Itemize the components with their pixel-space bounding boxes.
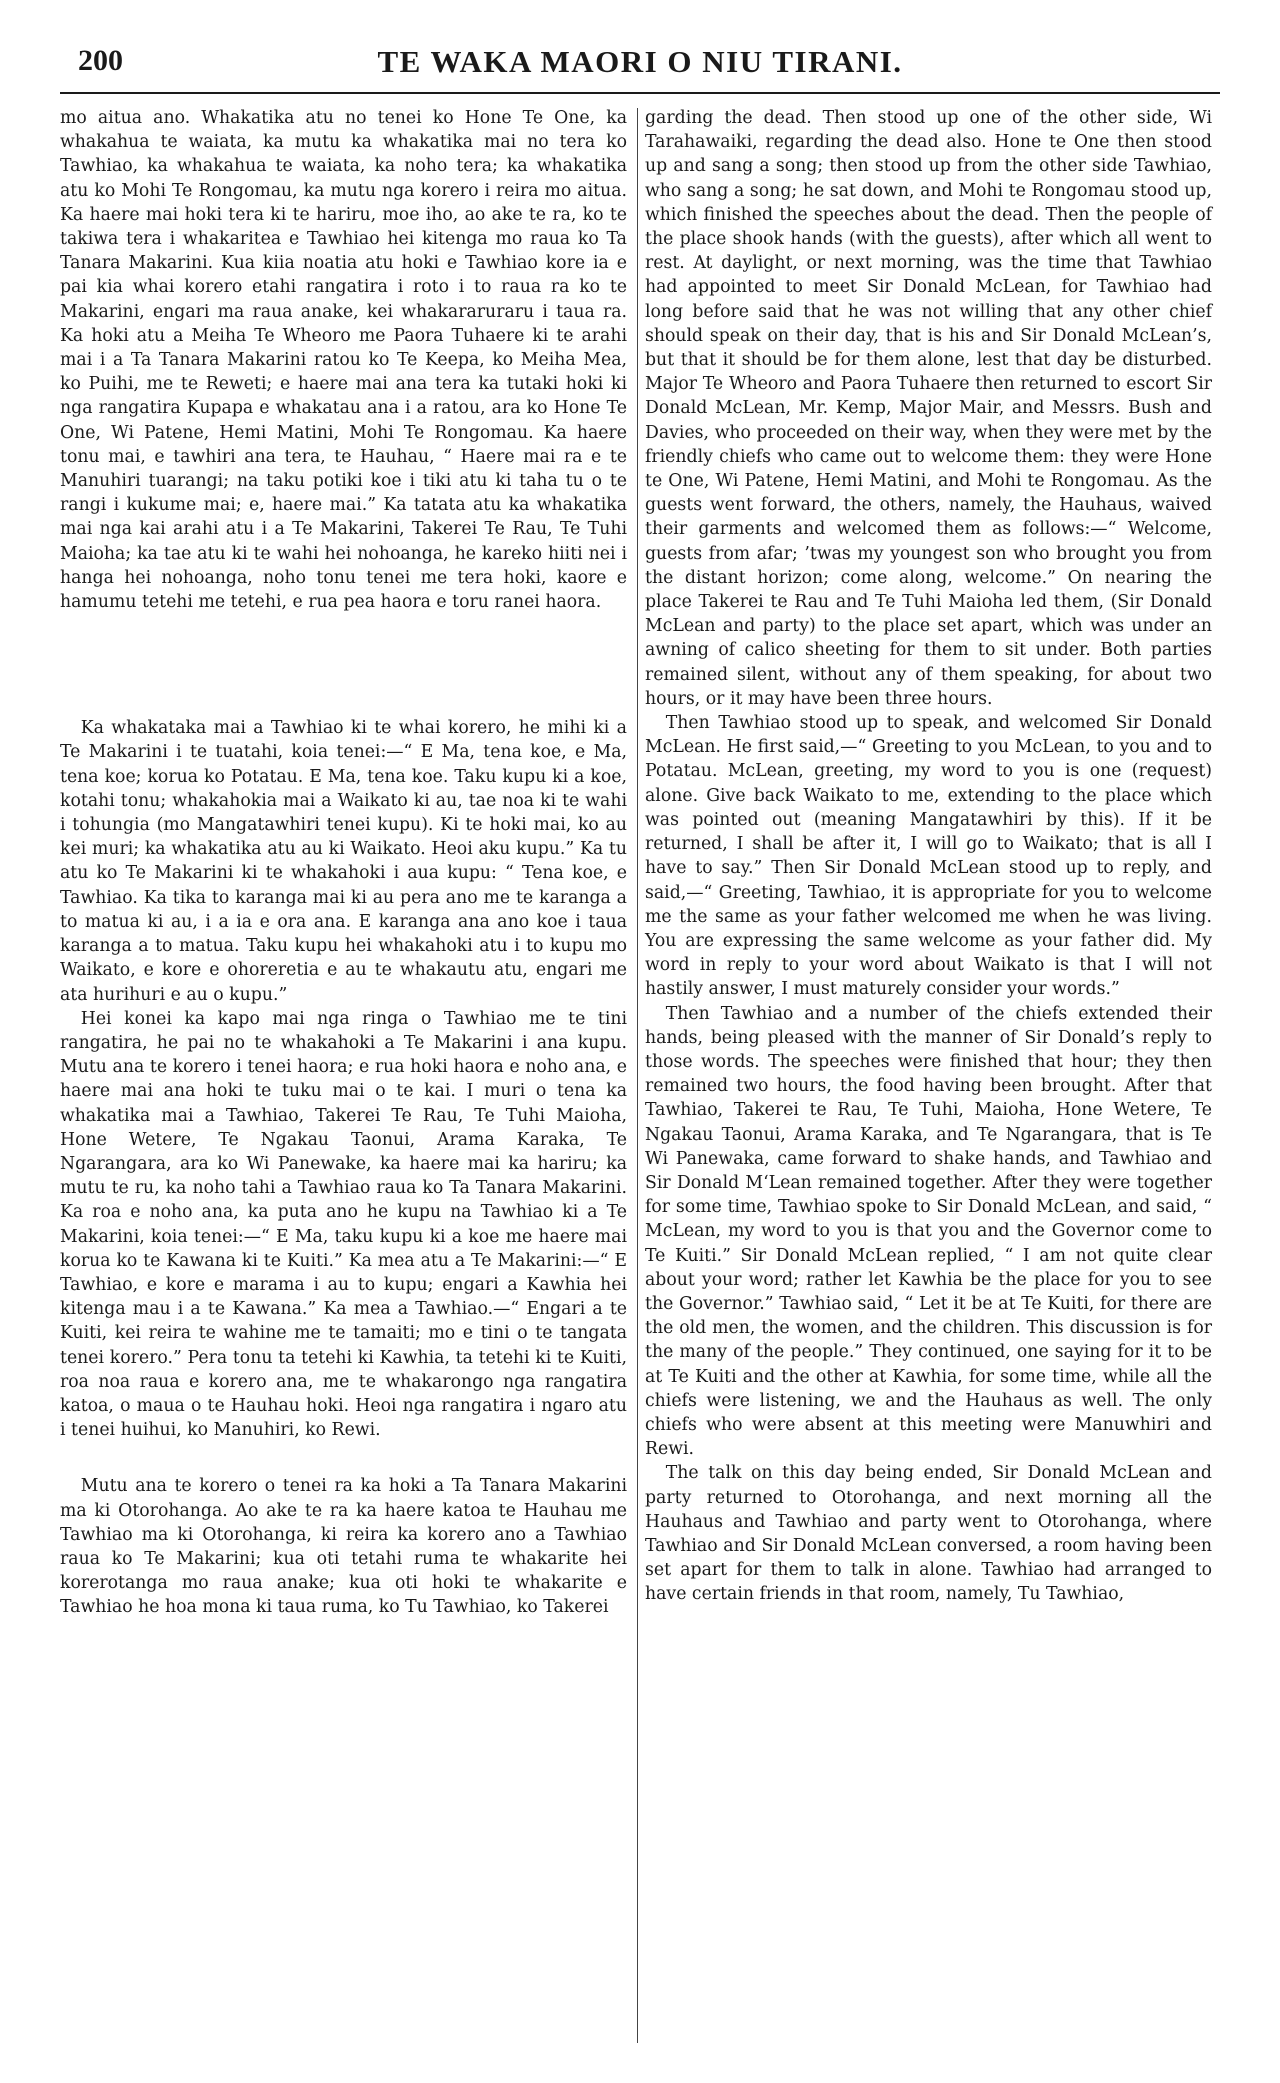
maori-paragraph: Ka whakataka mai a Tawhiao ki te whai korero, he mihi ki a Te Makarini i te tuatahi, koia tenei:—“ E Ma, tena koe, e Ma, tena koe; korua ko Potatau. E Ma, tena koe. Taku kupu ki a koe, kotahi tonu; whakahokia mai a Waikato ki au, tae noa ki te wahi i tohungia (mo Mangatawhiri tenei kupu). Ki te hoki mai, ko au kei muri; ka whakatika atu au ki Waikato. Heoi aku kupu.” Ka tu atu ko Te Makarini ki te whakahoki i aua kupu: “ Tena koe, e Tawhiao. Ka tika to karanga mai ki au pera ano me te karanga a to matua ki au, i a ia e ora ana. E karanga ana ano koe i taua karanga a to matua. Taku kupu hei whakahoki atu i to kupu mo Waikato, e kore e ohoreretia e au te whakautu atu, engari me ata hurihuri e au o kupu.”: [60, 718, 627, 1005]
english-paragraph: The talk on this day being ended, Sir Donald McLean and party returned to Otorohanga, and next morning all the Hauhaus and Tawhiao and party went to Otorohanga, where Tawhiao and Sir Donald McLean conversed, a room having been set apart for them to talk in alone. Tawhiao had arranged to have certain friends in that room, namely, Tu Tawhiao,: [645, 1463, 1212, 1605]
column-gap: [60, 1442, 627, 1474]
page-header: [60, 44, 1220, 94]
maori-paragraph: Hei konei ka kapo mai nga ringa o Tawhiao me te tini rangatira, he pai no te whakahoki a Te Makarini i ana kupu. Mutu ana te korero i tenei haora; e rua hoki haora e noho ana, e haere mai ana hoki te tuku mai o te kai. I muri o tena ka whakatika mai a Tawhiao, Takerei Te Rau, Te Tuhi Maioha, Hone Wetere, Te Ngakau Taonui, Arama Karaka, Te Ngarangara, ara ko Wi Panewake, ka haere mai ka hariru; ka mutu te ru, ka noho tahi a Tawhiao raua ko Ta Tanara Makarini. Ka roa e noho ana, ka puta ano he kupu na Tawhiao ki a Te Makarini, koia tenei:—“ E Ma, taku kupu ki a koe me haere mai korua ko te Kawana ki te Kuiti.” Ka mea atu a Te Makarini:—“ E Tawhiao, e kore e marama i au to kupu; engari a Kawhia hei kitenga mau i a te Kawana.” Ka mea a Tawhiao.—“ Engari a te Kuiti, kei reira te wahine me te tamaiti; mo e tini o te tangata tenei korero.” Pera tonu ta tetehi ki Kawhia, ta tetehi ki te Kuiti, roa noa raua e korero ana, me te whakarongo nga rangatira katoa, o maua o te Hauhau hoki. Heoi nga rangatira i ngaro atu i tenei huihui, ko Manuhiri, ko Rewi.: [60, 1008, 627, 1441]
column-gap: [60, 614, 627, 716]
running-title: TE WAKA MAORI O NIU TIRANI.: [377, 44, 903, 79]
column-divider: [637, 108, 638, 2043]
english-text-column: [645, 106, 1212, 1607]
english-paragraph: Then Tawhiao and a number of the chiefs extended their hands, being pleased with the manner of Sir Donald’s reply to those words. The speeches were finished that hour; they then remained two hours, the food having been brought. After that Tawhiao, Takerei te Rau, Te Tuhi, Maioha, Hone Wetere, Te Ngakau Taonui, Arama Karaka, and Te Ngarangara, that is Te Wi Panewaka, came forward to shake hands, and Tawhiao and Sir Donald M‘Lean remained together. After they were together for some time, Tawhiao spoke to Sir Donald McLean, and said, “ McLean, my word to you is that you and the Governor come to Te Kuiti.” Sir Donald McLean replied, “ I am not quite clear about your word; rather let Kawhia be the place for you to see the Governor.” Tawhiao said, “ Let it be at Te Kuiti, for there are the old men, the women, and the children. This discussion is for the many of the people.” They continued, one saying for it to be at Te Kuiti and the other at Kawhia, for some time, while all the chiefs were listening, we and the Hauhaus as well. The only chiefs who were absent at this meeting were Manuwhiri and Rewi.: [645, 1003, 1212, 1460]
english-paragraph: Then Tawhiao stood up to speak, and welcomed Sir Donald McLean. He first said,—“ Greeting to you McLean, to you and to Potatau. McLean, greeting, my word to you is one (request) alone. Give back Waikato to me, extending to the place which was pointed out (meaning Mangatawhiri by this). If it be returned, I shall be after it, I will go to Waikato; that is all I have to say.” Then Sir Donald McLean stood up to reply, and said,—“ Greeting, Tawhiao, it is appropriate for you to welcome me the same as your father welcomed me when he was living. You are expressing the same welcome as your father did. My word in reply to your word about Waikato is that I will not hastily answer, I must maturely consider your words.”: [645, 713, 1212, 1000]
page-number: 200: [78, 44, 123, 77]
maori-paragraph: Mutu ana te korero o tenei ra ka hoki a Ta Tanara Makarini ma ki Otorohanga. Ao ake te ra ka haere katoa te Hauhau me Tawhiao ma ki Otorohanga, ki reira ka korero ano a Tawhiao raua ko Te Makarini; kua oti tetahi ruma te whakarite hei korerotanga mo raua anake; kua oti hoki te whakarite e Tawhiao he hoa mona ki taua ruma, ko Tu Tawhiao, ko Takerei: [60, 1476, 627, 1618]
maori-paragraph: mo aitua ano. Whakatika atu no tenei ko Hone Te One, ka whakahua te waiata, ka mutu ka whakatika mai no tera ko Tawhiao, ka whakahua te waiata, ka noho tera; ka whakatika atu ko Mohi Te Rongomau, ka mutu nga korero i reira mo aitua. Ka haere mai hoki tera ki te hariru, moe iho, ao ake te ra, ko te takiwa tera i whakaritea e Tawhiao hei kitenga mo raua ko Ta Tanara Makarini. Kua kiia noatia atu hoki e Tawhiao kore ia e pai kia whai korero etahi rangatira i roto i to raua ra ko te Makarini, engari ma raua anake, kei whakararuraru i taua ra. Ka hoki atu a Meiha Te Wheoro me Paora Tuhaere ki te arahi mai i a Ta Tanara Makarini ratou ko Te Keepa, ko Meiha Mea, ko Puihi, me te Reweti; e haere mai ana tera ka tutaki hoki ki nga rangatira Kupapa e whakatau ana i a ratou, ara ko Hone Te One, Wi Patene, Hemi Matini, Mohi Te Rongomau. Ka haere tonu mai, e tawhiri ana tera, te Hauhau, “ Haere mai ra e te Manuhiri tuarangi; na taku potiki koe i tiki atu ki taha tu o te rangi i kukume mai; e, haere mai.” Ka tatata atu ka whakatika mai nga kai arahi atu i a Te Makarini, Takerei Te Rau, Te Tuhi Maioha; ka tae atu ki te wahi hei nohoanga, he kareko hiiti nei i hanga hei nohoanga, noho tonu tenei me tera hoki, kaore e hamumu tetehi me tetehi, e rua pea haora e toru ranei haora.: [60, 108, 627, 613]
english-paragraph: garding the dead. Then stood up one of the other side, Wi Tarahawaiki, regarding the dead also. Hone te One then stood up and sang a song; then stood up from the other side Tawhiao, who sang a song; he sat down, and Mohi te Rongomau stood up, which finished the speeches about the dead. Then the people of the place shook hands (with the guests), after which all went to rest. At daylight, or next morning, was the time that Tawhiao had appointed to meet Sir Donald McLean, for Tawhiao had long before said that he was not willing that any other chief should speak on their day, that is his and Sir Donald McLean’s, but that it should be for them alone, lest that day be disturbed. Major Te Wheoro and Paora Tuhaere then returned to escort Sir Donald McLean, Mr. Kemp, Major Mair, and Messrs. Bush and Davies, who proceeded on their way, when they were met by the friendly chiefs who came out to welcome them: they were Hone te One, Wi Patene, Hemi Matini, and Mohi te Rongomau. As the guests went forward, the others, namely, the Hauhaus, waived their garments and welcomed them as follows:—“ Welcome, guests from afar; ’twas my youngest son who brought you from the distant horizon; come along, welcome.” On nearing the place Takerei te Rau and Te Tuhi Maioha led them, (Sir Donald McLean and party) to the place set apart, which was under an awning of calico sheeting for them to sit under. Both parties remained silent, without any of them speaking, for about two hours, or it may have been three hours.: [645, 108, 1212, 709]
maori-text-column: [60, 106, 627, 1620]
